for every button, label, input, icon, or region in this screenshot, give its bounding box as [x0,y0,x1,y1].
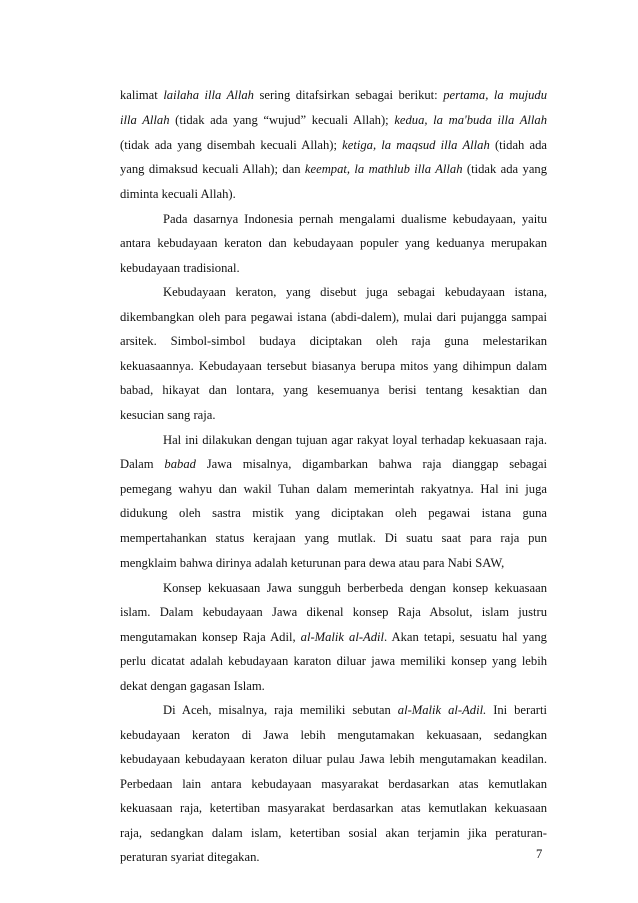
text-line [163,702,547,719]
italic-term: kedua, la ma'buda illa Allah [394,113,548,127]
text-line [120,604,547,621]
text-line [120,112,547,129]
text-run: kebudayaan tradisional. [120,261,240,275]
text-run: (tidak ada yang disembah kecuali Allah); [120,138,343,152]
italic-term: al-Malik al-Adil [300,630,385,644]
text-line [120,653,547,670]
text-line [120,186,547,203]
text-line [120,629,547,646]
text-run: dikembangkan oleh para pegawai istana (abdi-dalem), mulai dari pujangga sampai [120,310,547,324]
text-run: kebudayaan keraton di Jawa lebih mengutamakan kekuasaan, sedangkan [120,728,547,742]
text-run: kalimat [120,88,164,102]
page-number: 7 [536,847,543,861]
text-line [163,580,547,597]
text-run: (tidak ada yang “wujud” kecuali Allah); [169,113,395,127]
text-run: didukung oleh sastra mistik yang diciptakan oleh pegawai istana guna [120,506,547,520]
text-line [120,333,547,350]
text-line [120,260,547,277]
text-line [120,825,547,842]
text-line [120,800,547,817]
text-run: babad, hikayat dan lontara, yang kesemuanya berisi tentang kesaktian dan [120,383,547,397]
text-run: mempertahankan status kerajaan yang mutlak. Di suatu saat para raja pun [120,531,547,545]
text-line [163,284,547,301]
text-run: yang dimaksud kecuali Allah); dan [120,162,305,176]
text-run: kekuasaan raja, ketertiban masyarakat berdasarkan atas kemutlakan kekuasaan [120,801,547,815]
text-run: sering ditafsirkan sebagai berikut: [253,88,444,102]
text-run: mengutamakan konsep Raja Adil, [120,630,301,644]
text-line [120,678,547,695]
italic-term: keempat, la mathlub illa Allah [304,162,463,176]
text-line [120,407,547,424]
italic-term: illa Allah [120,113,170,127]
text-run: Dalam [120,457,165,471]
italic-term: pertama, la mujudu [443,88,548,102]
text-run: peraturan syariat ditegakan. [120,850,260,864]
text-line [120,727,547,744]
text-line [163,432,547,449]
text-run: perlu dicatat adalah kebudayaan karaton diluar jawa memiliki konsep yang lebih [120,654,547,668]
text-line [120,87,547,104]
text-line [120,382,547,399]
text-run: Perbedaan lain antara kebudayaan masyarakat berdasarkan atas kemutlakan [120,777,547,791]
text-run: raja, sedangkan dalam islam, ketertiban sosial akan terjamin jika peraturan- [120,826,547,840]
text-run: Kebudayaan keraton, yang disebut juga sebagai kebudayaan istana, [163,285,547,299]
text-line [120,481,547,498]
text-line [120,456,547,473]
text-run: Hal ini dilakukan dengan tujuan agar rakyat loyal terhadap kekuasaan raja. [163,433,547,447]
text-run: dekat dengan gagasan Islam. [120,679,265,693]
text-line [120,555,547,572]
text-run: Ini berarti [486,703,547,717]
text-run: (tidah ada [489,138,548,152]
text-run: . Akan tetapi, sesuatu hal yang [384,630,547,644]
text-line [120,505,547,522]
text-line [120,751,547,768]
text-line [120,161,547,178]
italic-term: lailaha illa Allah [163,88,254,102]
text-line [120,776,547,793]
text-line [120,358,547,375]
text-run: kebudayaan kebudayaan keraton diluar pulau Jawa lebih mengutamakan keadilan. [120,752,547,766]
text-run: (tidak ada yang [462,162,548,176]
italic-term: babad [164,457,196,471]
text-run: Konsep kekuasaan Jawa sungguh berberbeda dengan konsep kekuasaan [163,581,547,595]
text-run: islam. Dalam kebudayaan Jawa dikenal konsep Raja Absolut, islam justru [120,605,547,619]
text-run: kekuasaannya. Kebudayaan tersebut biasanya berupa mitos yang dihimpun dalam [120,359,547,373]
text-run: diminta kecuali Allah). [120,187,236,201]
text-run: arsitek. Simbol-simbol budaya diciptakan oleh raja guna melestarikan [120,334,547,348]
italic-term: al-Malik al-Adil. [397,703,487,717]
text-line [120,309,547,326]
text-line [120,530,547,547]
text-run: pemegang wahyu dan wakil Tuhan dalam memerintah rakyatnya. Hal ini juga [120,482,547,496]
italic-term: ketiga, la maqsud illa Allah [342,138,490,152]
text-run: mengklaim bahwa dirinya adalah keturunan para dewa atau para Nabi SAW, [120,556,505,570]
text-line [163,211,547,228]
text-run: Pada dasarnya Indonesia pernah mengalami dualisme kebudayaan, yaitu [163,212,547,226]
text-run: kesucian sang raja. [120,408,216,422]
text-line [120,137,547,154]
text-run: Jawa misalnya, digambarkan bahwa raja dianggap sebagai [195,457,547,471]
text-line [120,235,547,252]
text-run: antara kebudayaan keraton dan kebudayaan populer yang keduanya merupakan [120,236,547,250]
text-line [120,849,547,866]
text-run: Di Aceh, misalnya, raja memiliki sebutan [163,703,398,717]
